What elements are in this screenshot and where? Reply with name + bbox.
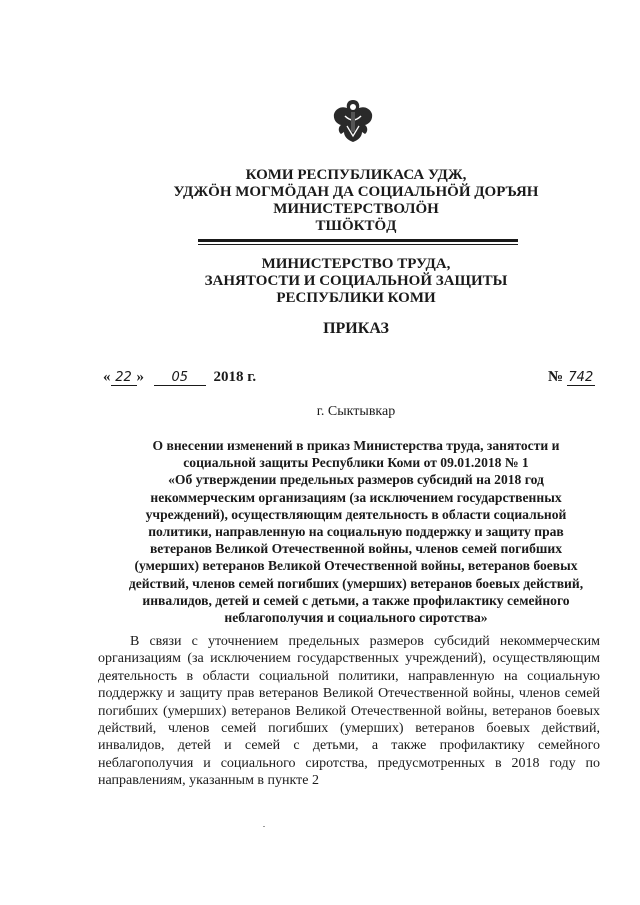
scan-speck (263, 826, 265, 827)
issue-city: г. Сыктывкар (316, 404, 396, 419)
number-value: 742 (568, 370, 594, 385)
number-sign: № (548, 369, 564, 385)
order-number (548, 369, 595, 386)
komi-title-line: ТШӦКТӦД (315, 218, 397, 234)
document-type-heading: ПРИКАЗ (323, 320, 389, 337)
header-divider-thin (198, 244, 518, 245)
ministry-title-line: РЕСПУБЛИКИ КОМИ (276, 290, 436, 306)
komi-language-ministry-title (0, 167, 640, 235)
ministry-title-line: ЗАНЯТОСТИ И СОЦИАЛЬНОЙ ЗАЩИТЫ (204, 273, 508, 289)
date-day: 22 (111, 371, 137, 386)
subject-line: (умерших) ветеранов Великой Отечественной войны, ветеранов боевых (134, 558, 578, 574)
komi-title-line: МИНИСТЕРСТВОЛӦН (273, 201, 439, 217)
ministry-title-line: МИНИСТЕРСТВО ТРУДА, (261, 256, 451, 272)
date-month: 05 (154, 371, 206, 386)
subject-line: действий, членов семей погибших (умерших) ветеранов боевых действий, (128, 575, 584, 591)
subject-line: учреждений), осуществляющим деятельность в области социальной (145, 506, 567, 522)
komi-title-line: УДЖӦН МОГМӦДАН ДА СОЦИАЛЬНӦЙ ДОРЪЯН (173, 184, 539, 200)
date-year: 2018 г. (213, 369, 257, 385)
date-open-quote: « (103, 369, 111, 385)
subject-line: О внесении изменений в приказ Министерства труда, занятости и (152, 438, 560, 453)
date-close-quote: » (136, 369, 144, 385)
russian-ministry-title (0, 256, 640, 307)
subject-line: «Об утверждении предельных размеров субсидий на 2018 год (168, 472, 544, 488)
subject-line: некоммерческим организациям (за исключением государственных (150, 489, 562, 505)
komi-coat-of-arms-emblem (330, 96, 376, 146)
header-divider-thick (198, 239, 518, 242)
body-paragraph: В связи с уточнением предельных размеров субсидий некоммерческим организациям (за исключением государственных учреждений), осуществляющим деятельность в области социальной политики, направленную на социальную поддержку и защиту прав ветеранов Великой Отечественной войны, членов семей погибших (умерших) ветеранов Великой Отечественной войны, ветеранов боевых действий, членов семей погибших (умерших) ветеранов боевых действий, инвалидов, детей и семей с детьми, а также профилактику семейного неблагополучия и социального сиротства, предусмотренных в 2018 году по направлениям, указанным в пункте 2 (98, 634, 600, 789)
order-subject (112, 437, 600, 626)
subject-line: политики, направленную на социальную поддержку и защиту прав (148, 524, 564, 540)
subject-line: ветеранов Великой Отечественной войны, членов семей погибших (149, 541, 563, 557)
order-date (103, 369, 256, 386)
subject-line: инвалидов, детей и семей с детьми, а также профилактику семейного (142, 592, 570, 608)
subject-line: социальной защиты Республики Коми от 09.01.2018 № 1 (183, 455, 529, 471)
komi-title-line: КОМИ РЕСПУБЛИКАСА УДЖ, (245, 167, 467, 183)
subject-line: неблагополучия и социального сиротства» (224, 610, 488, 626)
